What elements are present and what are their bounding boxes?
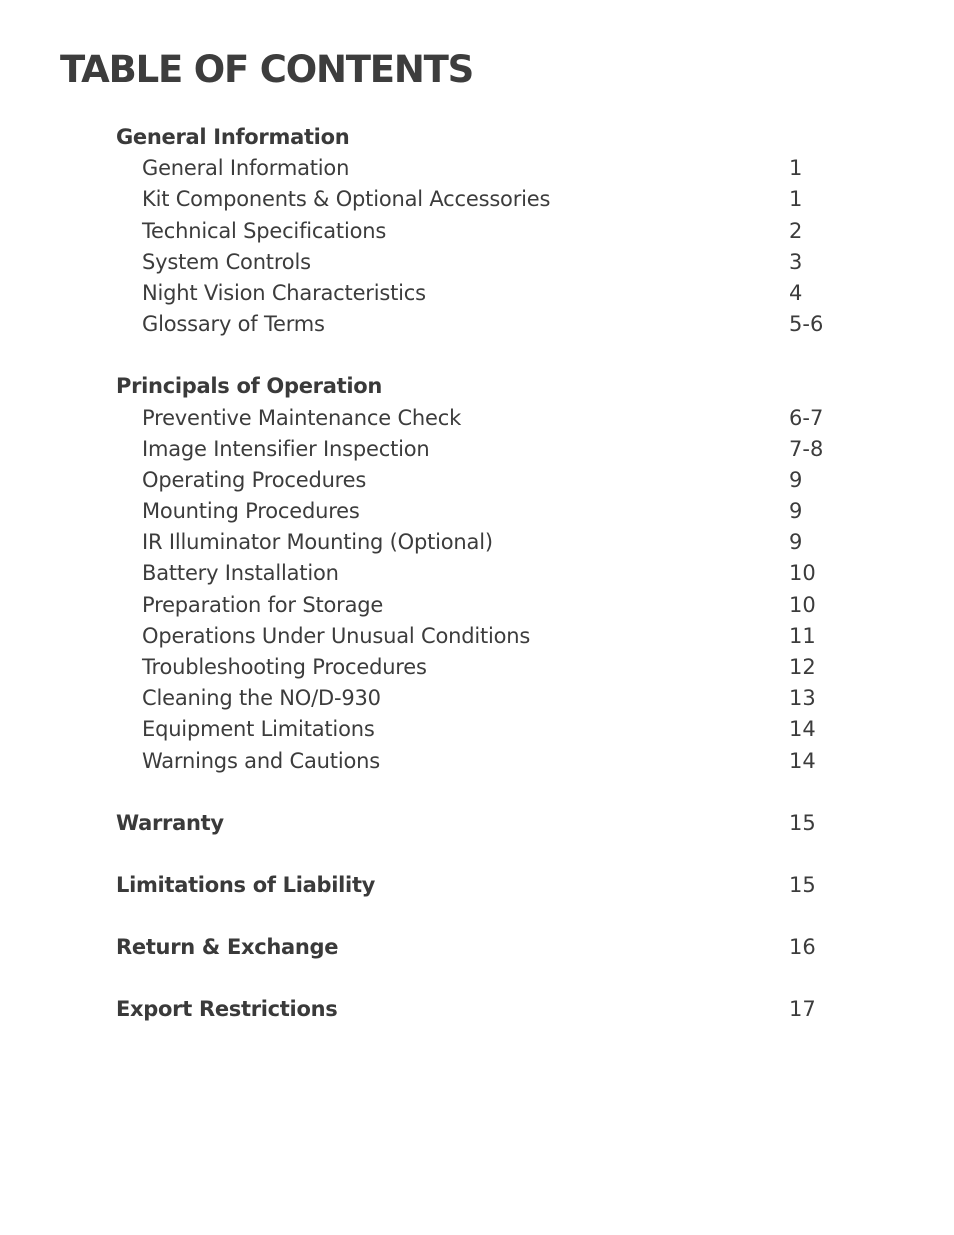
toc-entry-label: Battery Installation [142,561,339,586]
toc-section-principals-of-operation [116,371,856,776]
toc-entry[interactable] [116,496,856,527]
toc-section-return-exchange [116,932,856,963]
toc-page-number: 12 [789,655,816,679]
toc-page-number: 16 [789,935,816,960]
toc-page-number: 14 [789,748,816,773]
toc-page-number: 9 [789,499,803,524]
toc-page-number: 10 [789,561,816,586]
toc-entry-label: Technical Specifications [142,218,387,243]
toc-entry-label: Operating Procedures [142,467,367,492]
toc-page-number: 13 [789,686,816,711]
toc-entry[interactable] [116,434,856,465]
page-title: TABLE OF CONTENTS [60,48,474,91]
toc-entry[interactable] [116,652,856,683]
toc-entry[interactable] [116,465,856,496]
toc-page-number: 15 [789,810,816,835]
toc-page-number: 9 [789,467,803,492]
toc-entry[interactable] [116,278,856,309]
toc-entry-label: Kit Components & Optional Accessories [142,187,551,212]
toc-entry[interactable] [116,746,856,777]
toc-heading-label: General Information [116,125,350,149]
toc-entry-label: Equipment Limitations [142,717,375,742]
toc-entry-label: Preparation for Storage [142,592,384,617]
toc-heading-label: Limitations of Liability [116,872,376,897]
toc-entry-label: Cleaning the NO/D-930 [142,686,381,711]
toc-page-number: 9 [789,530,803,555]
toc-entry[interactable] [116,590,856,621]
toc-page-number: 2 [789,218,803,243]
toc-entry-label: Glossary of Terms [142,312,325,337]
toc-entry[interactable] [116,527,856,558]
toc-section-limitations-of-liability [116,870,856,901]
toc-page-number: 11 [789,623,816,648]
toc-page-number: 14 [789,717,816,742]
toc-entry[interactable] [116,683,856,714]
toc-heading-label: Warranty [116,810,224,835]
toc-entry[interactable] [116,558,856,589]
toc-entry[interactable] [116,621,856,652]
toc-entry-label: System Controls [142,249,311,274]
toc-page-number: 5-6 [789,312,824,337]
toc-entry-label: General Information [142,156,350,181]
toc-entry[interactable] [116,309,856,340]
table-of-contents [116,122,856,1057]
toc-heading-label: Return & Exchange [116,935,339,960]
toc-entry-label: Preventive Maintenance Check [142,405,462,430]
toc-entry-label: Night Vision Characteristics [142,280,426,305]
toc-page-number: 17 [789,997,816,1022]
toc-page-number: 1 [789,156,803,181]
toc-entry-label: Image Intensifier Inspection [142,436,430,461]
toc-page-number: 4 [789,280,803,305]
toc-section-warranty [116,808,856,839]
toc-page-number: 1 [789,187,803,212]
toc-entry-label: Warnings and Cautions [142,748,380,773]
toc-section-heading[interactable] [116,932,856,963]
toc-heading-label: Export Restrictions [116,997,338,1022]
toc-section-export-restrictions [116,994,856,1025]
toc-section-heading[interactable] [116,371,856,402]
toc-entry[interactable] [116,216,856,247]
toc-page-number: 10 [789,592,816,617]
toc-entry[interactable] [116,714,856,745]
toc-page-number: 3 [789,249,803,274]
toc-section-heading[interactable] [116,808,856,839]
toc-heading-label: Principals of Operation [116,374,382,399]
toc-section-heading[interactable] [116,870,856,901]
toc-page-number: 7-8 [789,436,824,461]
toc-section-heading[interactable] [116,994,856,1025]
toc-entry[interactable] [116,403,856,434]
toc-entry-label: IR Illuminator Mounting (Optional) [142,530,493,555]
toc-entry-label: Troubleshooting Procedures [142,655,427,679]
toc-entry-label: Operations Under Unusual Conditions [142,623,531,648]
toc-page-number: 15 [789,872,816,897]
toc-entry[interactable] [116,184,856,215]
toc-page-number: 6-7 [789,405,824,430]
toc-entry[interactable] [116,153,856,184]
toc-section-heading[interactable] [116,122,856,153]
toc-section-general-information [116,122,856,340]
toc-entry[interactable] [116,247,856,278]
toc-entry-label: Mounting Procedures [142,499,360,524]
